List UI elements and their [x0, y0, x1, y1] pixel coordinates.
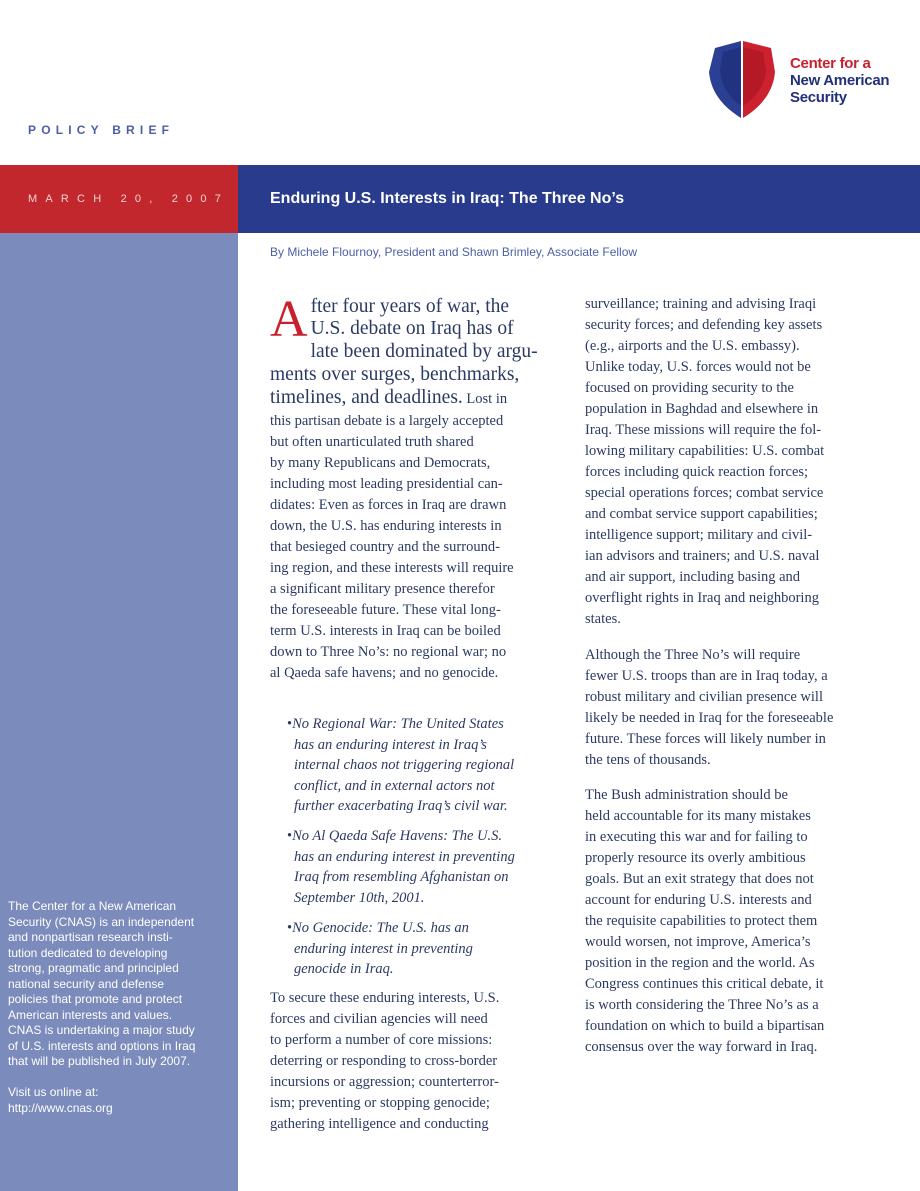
bullet-line [287, 918, 473, 939]
paragraph [585, 294, 885, 630]
text-line: down, the U.S. has enduring interests in [270, 518, 502, 534]
bullet-dot-icon: • [287, 828, 293, 844]
bullet-line [287, 826, 515, 847]
page-title: Enduring U.S. Interests in Iraq: The Three No’s [270, 190, 625, 207]
bullet-line-text: No Regional War: The United States [292, 716, 504, 732]
about-line: Security (CNAS) is an independent [8, 914, 195, 929]
text-line: this partisan debate is a largely accepted [270, 413, 504, 429]
text-line: To secure these enduring interests, U.S. [270, 990, 500, 1006]
about-line: policies that promote and protect [8, 992, 183, 1006]
website-link[interactable]: http://www.cnas.org [8, 1100, 113, 1115]
text-line: foundation on which to build a bipartisan [585, 1018, 825, 1034]
paragraph [270, 411, 560, 684]
bullet-line-text: further exacerbating Iraq’s civil war. [294, 798, 508, 814]
bullet-line-text: genocide in Iraq. [294, 961, 394, 977]
doc-type-label: POLICY BRIEF [28, 123, 175, 137]
text-line: al Qaeda safe havens; and no genocide. [270, 665, 499, 681]
lead-tail: Lost in [462, 391, 508, 407]
bullet-no-genocide [287, 918, 473, 980]
text-line: Iraq. These missions will require the fol- [585, 422, 822, 438]
text-line: a significant military presence therefor [270, 581, 495, 597]
text-line: incursions or aggression; counterterror- [270, 1074, 499, 1090]
bullet-line [287, 776, 514, 797]
shield-logo-icon [705, 38, 779, 122]
about-line: and nonpartisan research insti- [8, 930, 173, 944]
about-line: The Center for a New American [8, 899, 177, 913]
text-line: the tens of thousands. [585, 752, 711, 768]
text-line: properly resource its overly ambitious [585, 850, 806, 866]
text-line: The Bush administration should be [585, 787, 788, 803]
text-line: by many Republicans and Democrats, [270, 455, 491, 471]
bullet-line [287, 867, 515, 888]
column-1 [270, 291, 560, 684]
text-line: lowing military capabilities: U.S. combat [585, 443, 825, 459]
bullet-line-text: conflict, and in external actors not [294, 777, 495, 794]
drop-cap: A [270, 291, 308, 348]
text-line: fewer U.S. troops than are in Iraq today, a [585, 668, 828, 684]
org-name [790, 55, 915, 106]
bullet-line [287, 714, 514, 735]
about-text [8, 899, 234, 1070]
bullet-line [287, 735, 514, 756]
text-line: term U.S. interests in Iraq can be boiled [270, 623, 501, 639]
text-line: ism; preventing or stopping genocide; [270, 1095, 490, 1111]
lead-line [270, 318, 560, 340]
org-name-line2: New American [790, 72, 890, 89]
text-line: that besieged country and the surround- [270, 539, 500, 555]
about-line: of U.S. interests and options in Iraq [8, 1038, 196, 1053]
about-line: American interests and values. [8, 1007, 173, 1022]
bullet-line-text: September 10th, 2001. [294, 889, 425, 906]
bullet-line-text: No Genocide: The U.S. has an [292, 920, 469, 936]
bullet-line [287, 959, 473, 980]
org-name-line1: Center for a [790, 55, 871, 72]
lead-line-text: timelines, and deadlines. [270, 387, 463, 408]
text-line: goals. But an exit strategy that does not [585, 871, 814, 887]
text-line: held accountable for its many mistakes [585, 808, 811, 824]
text-line: but often unarticulated truth shared [270, 434, 474, 450]
lead-line-text: late been dominated by argu- [310, 341, 538, 362]
about-line: CNAS is undertaking a major study [8, 1023, 195, 1037]
text-line: to perform a number of core missions: [270, 1032, 493, 1048]
about-line: tution dedicated to developing [8, 945, 168, 960]
text-line: Although the Three No’s will require [585, 647, 801, 663]
text-line: and combat service support capabilities; [585, 506, 818, 522]
text-line: population in Baghdad and elsewhere in [585, 401, 819, 417]
lead-line [270, 340, 560, 363]
paragraph [585, 645, 885, 771]
about-line: national security and defense [8, 976, 165, 991]
lead-line [270, 296, 560, 318]
bullet-line-text: has an enduring interest in Iraq’s [294, 736, 487, 753]
text-line: surveillance; training and advising Iraqi [585, 296, 817, 312]
text-line: ing region, and these interests will require [270, 560, 514, 576]
bullet-no-regional-war [287, 714, 514, 817]
lead-line-text: fter four years of war, the [310, 296, 510, 317]
bullet-line-text: internal chaos not triggering regional [294, 757, 515, 773]
paragraph [270, 988, 560, 1135]
text-line: is worth considering the Three No’s as a [585, 997, 819, 1013]
bullet-no-al-qaeda-safe-havens [287, 826, 515, 908]
text-line: account for enduring U.S. interests and [585, 892, 812, 908]
text-line: didates: Even as forces in Iraq are drawn [270, 497, 507, 513]
text-line: overflight rights in Iraq and neighboring [585, 590, 819, 606]
text-line: likely be needed in Iraq for the foreseeable [585, 710, 834, 726]
text-line: Congress continues this critical debate, it [585, 976, 824, 992]
text-line: special operations forces; combat service [585, 485, 824, 501]
bullet-line-text: enduring interest in preventing [294, 940, 473, 957]
text-line: the foreseeable future. These vital long- [270, 602, 501, 618]
text-line: deterring or responding to cross-border [270, 1053, 498, 1069]
bullet-line [287, 847, 515, 868]
bullet-line-text: has an enduring interest in preventing [294, 848, 515, 865]
bullet-line-text: Iraq from resembling Afghanistan on [294, 869, 509, 885]
text-line: ian advisors and trainers; and U.S. naval [585, 548, 820, 564]
sidebar-about [8, 899, 234, 1116]
text-line: robust military and civilian presence will [585, 689, 823, 705]
publication-date: MARCH 20, 2007 [28, 193, 230, 205]
text-line: including most leading presidential can- [270, 476, 503, 492]
text-line: in executing this war and for failing to [585, 829, 808, 845]
bullet-line [287, 755, 514, 776]
text-line: the requisite capabilities to protect them [585, 913, 818, 929]
text-line: gathering intelligence and conducting [270, 1116, 489, 1132]
lead-line-text: U.S. debate on Iraq has of [310, 318, 514, 339]
text-line: Unlike today, U.S. forces would not be [585, 359, 811, 375]
lead-line [270, 363, 560, 386]
lead-line [270, 386, 560, 411]
bullet-line-text: No Al Qaeda Safe Havens: The U.S. [292, 828, 503, 844]
text-line: states. [585, 611, 621, 627]
about-line: strong, pragmatic and principled [8, 961, 179, 975]
text-line: future. These forces will likely number in [585, 731, 826, 747]
bullet-line [287, 939, 473, 960]
text-line: forces including quick reaction forces; [585, 464, 809, 480]
text-line: consensus over the way forward in Iraq. [585, 1039, 818, 1055]
text-line: intelligence support; military and civil- [585, 527, 813, 543]
byline: By Michele Flournoy, President and Shawn Brimley, Associate Fellow [270, 245, 638, 259]
bullet-line [287, 888, 515, 909]
bullet-line [287, 796, 514, 817]
text-line: (e.g., airports and the U.S. embassy). [585, 338, 800, 354]
text-line: would worsen, not improve, America’s [585, 934, 811, 950]
text-line: and air support, including basing and [585, 569, 801, 585]
lead-line-text: ments over surges, benchmarks, [270, 364, 520, 385]
lead-paragraph [270, 291, 560, 411]
bullet-dot-icon: • [287, 920, 293, 936]
text-line: position in the region and the world. As [585, 955, 815, 971]
text-line: forces and civilian agencies will need [270, 1011, 488, 1027]
org-name-line3: Security [790, 89, 847, 106]
bullet-dot-icon: • [287, 716, 293, 732]
about-line: that will be published in July 2007. [8, 1054, 191, 1068]
text-line: down to Three No’s: no regional war; no [270, 644, 507, 660]
visit-label: Visit us online at: [8, 1085, 99, 1099]
text-line: security forces; and defending key assets [585, 317, 823, 333]
text-line: focused on providing security to the [585, 380, 794, 396]
paragraph [585, 785, 885, 1058]
